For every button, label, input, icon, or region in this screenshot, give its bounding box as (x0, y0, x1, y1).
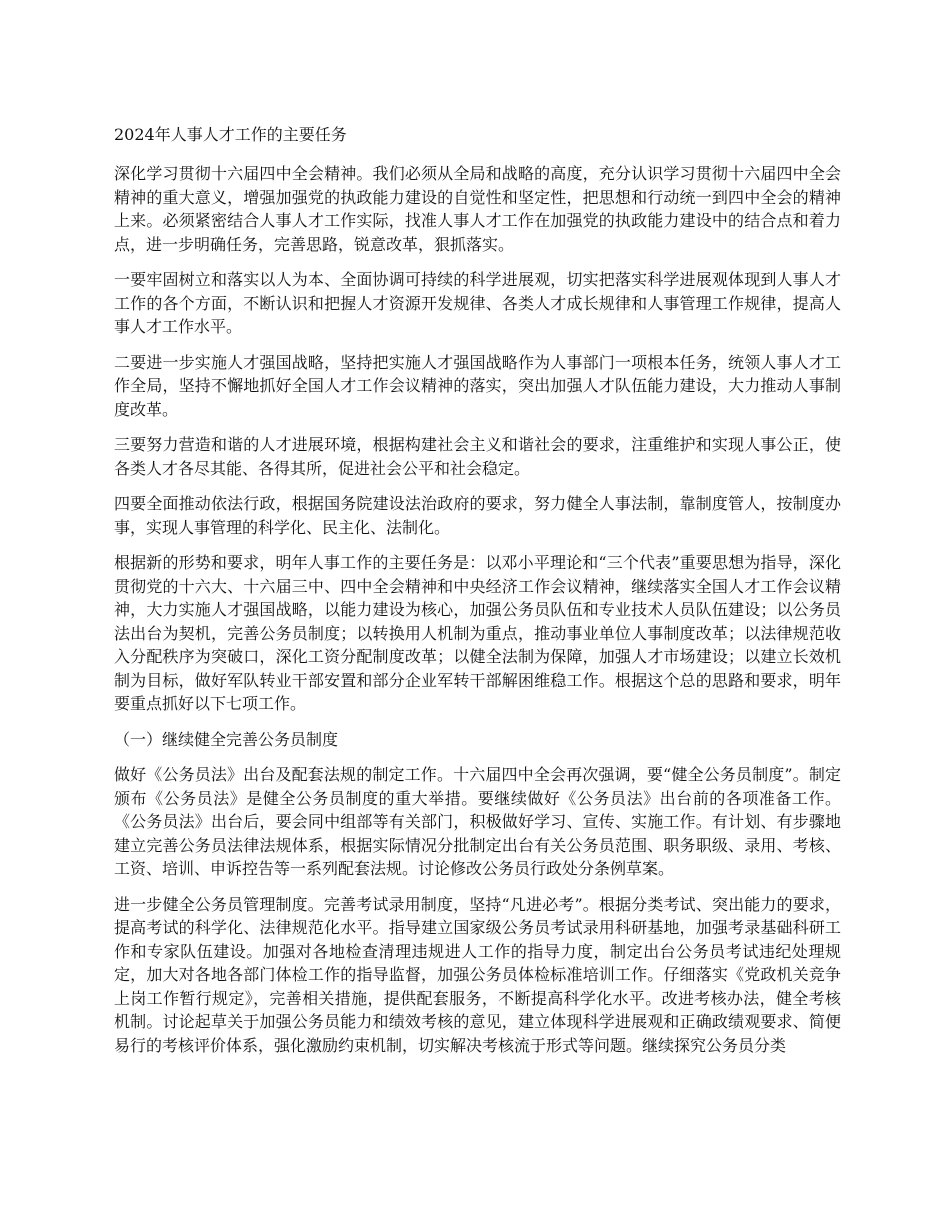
paragraph: 一要牢固树立和落实以人为本、全面协调可持续的科学进展观，切实把落实科学进展观体现到人事人才工作的各个方面，不断认识和把握人才资源开发规律、各类人才成长规律和人事管理工作规律，提高人事人才工作水平。 (114, 270, 841, 336)
document-page (114, 124, 841, 1069)
paragraph: 根据新的形势和要求，明年人事工作的主要任务是：以邓小平理论和“三个代表”重要思想为指导，深化贯彻党的十六大、十六届三中、四中全会精神和中央经济工作会议精神，继续落实全国人才工作会议精神，大力实施人才强国战略，以能力建设为核心，加强公务员队伍和专业技术人员队伍建设；以公务员法出台为契机，完善公务员制度；以转换用人机制为重点，推动事业单位人事制度改革；以法律规范收入分配秩序为突破口，深化工资分配制度改革；以健全法制为保障，加强人才市场建设；以建立长效机制为目标，做好军队转业干部安置和部分企业军转干部解困维稳工作。根据这个总的思路和要求，明年要重点抓好以下七项工作。 (114, 553, 841, 713)
paragraph: 二要进一步实施人才强国战略，坚持把实施人才强国战略作为人事部门一项根本任务，统领人事人才工作全局，坚持不懈地抓好全国人才工作会议精神的落实，突出加强人才队伍能力建设，大力推动人事制度改革。 (114, 352, 841, 419)
paragraph: 进一步健全公务员管理制度。完善考试录用制度，坚持“凡进必考”。根据分类考试、突出能力的要求，提高考试的科学化、法律规范化水平。指导建立国家级公务员考试录用科研基地，加强考录基础科研工作和专家队伍建设。加强对各地检查清理违规进人工作的指导力度，制定出台公务员考试违纪处理规定，加大对各地各部门体检工作的指导监督，加强公务员体检标准培训工作。仔细落实《党政机关竞争上岗工作暂行规定》，完善相关措施，提供配套服务，不断提高科学化水平。改进考核办法，健全考核机制。讨论起草关于加强公务员能力和绩效考核的意见，建立体现科学进展观和正确政绩观要求、简便易行的考核评价体系，强化激励约束机制，切实解决考核流于形式等问题。继续探究公务员分类 (114, 894, 841, 1055)
paragraph: 四要全面推动依法行政，根据国务院建设法治政府的要求，努力健全人事法制，靠制度管人，按制度办事，实现人事管理的科学化、民主化、法制化。 (114, 494, 841, 537)
paragraph: 做好《公务员法》出台及配套法规的制定工作。十六届四中全会再次强调，要“健全公务员制度”。制定颁布《公务员法》是健全公务员制度的重大举措。要继续做好《公务员法》出台前的各项准备工作。《公务员法》出台后，要会同中组部等有关部门，积极做好学习、宣传、实施工作。有计划、有步骤地建立完善公务员法律法规体系，根据实际情况分批制定出台有关公务员范围、职务职级、录用、考核、工资、培训、申诉控告等一系列配套法规。讨论修改公务员行政处分条例草案。 (114, 765, 841, 878)
document-title: 2024年人事人才工作的主要任务 (114, 125, 347, 144)
section-heading: （一）继续健全完善公务员制度 (114, 729, 339, 749)
paragraph: 三要努力营造和谐的人才进展环境，根据构建社会主义和谐社会的要求，注重维护和实现人事公正，使各类人才各尽其能、各得其所，促进社会公平和社会稳定。 (114, 435, 841, 478)
paragraph: 深化学习贯彻十六届四中全会精神。我们必须从全局和战略的高度，充分认识学习贯彻十六届四中全会精神的重大意义，增强加强党的执政能力建设的自觉性和坚定性，把思想和行动统一到四中全会的精神上来。必须紧密结合人事人才工作实际，找准人事人才工作在加强党的执政能力建设中的结合点和着力点，进一步明确任务，完善思路，锐意改革，狠抓落实。 (114, 164, 841, 254)
